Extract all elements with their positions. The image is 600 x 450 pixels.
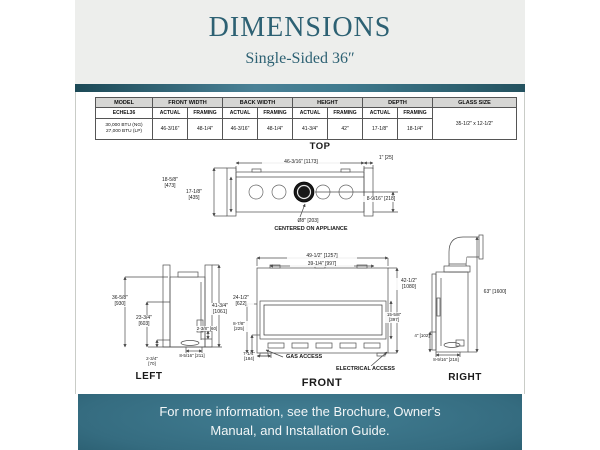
left-offset-small-dim: 2-3/8" [60]: [196, 326, 218, 331]
electrical-access-label: ELECTRICAL ACCESS: [336, 366, 428, 372]
page-title: DIMENSIONS: [208, 12, 392, 43]
col-back-width: BACK WIDTH: [223, 98, 293, 108]
right-view-label: RIGHT: [448, 372, 482, 383]
front-mid-height-dim: 24-1/2" [622]: [228, 295, 254, 307]
top-flue-diameter-dim: Ø8" [203]: [297, 218, 319, 224]
front-view-label: FRONT: [301, 377, 343, 389]
front-actual-value: 46-3/16": [153, 119, 188, 140]
subcol-framing: FRAMING: [188, 108, 223, 119]
subcol-framing: FRAMING: [328, 108, 363, 119]
top-edge-offset-dim: 1" [25]: [378, 155, 394, 161]
col-model: MODEL: [96, 98, 153, 108]
top-view-drawing: [214, 163, 398, 217]
top-width-dim: 46-3/16" [1173]: [262, 159, 340, 165]
subcol-actual: ACTUAL: [223, 108, 258, 119]
right-overall-height-dim: 63" [1600]: [478, 289, 512, 295]
front-framing-value: 48-1/4": [188, 119, 223, 140]
footer-line-2: Manual, and Installation Guide.: [210, 423, 390, 438]
right-view-drawing: [430, 235, 483, 357]
top-flue-note: CENTERED ON APPLIANCE: [264, 226, 358, 232]
top-depth-overall-dim: 18-5/8" [473]: [162, 177, 178, 189]
left-base-depth-dim: 8-5/16" [211]: [179, 353, 205, 358]
gas-access-label: GAS ACCESS: [286, 354, 342, 360]
page-subtitle: Single-Sided 36″: [245, 50, 355, 67]
subcol-actual: ACTUAL: [363, 108, 398, 119]
depth-framing-value: 18-1/4": [398, 119, 433, 140]
subcol-framing: FRAMING: [398, 108, 433, 119]
front-lower-height-dim: 8-7/8" [225]: [228, 321, 250, 332]
col-height: HEIGHT: [293, 98, 363, 108]
footer-banner: [78, 394, 522, 450]
btu-lp: 27,000 BTU (LP): [106, 129, 142, 134]
right-base-depth-dim: 8-9/16" [218]: [433, 357, 459, 362]
left-unit-height-dim: 36-5/8" [930]: [107, 295, 133, 307]
btu-ng: 30,000 BTU (NG): [105, 123, 143, 129]
footer-line-1: For more information, see the Brochure, Owner's: [159, 404, 441, 419]
glass-size-value: 35-1/2" x 12-1/2": [433, 108, 517, 140]
col-depth: DEPTH: [363, 98, 433, 108]
col-glass-size: GLASS SIZE: [433, 98, 517, 108]
front-overall-height-dim: 42-1/2" [1080]: [396, 278, 422, 290]
top-view-label: TOP: [309, 141, 331, 152]
back-actual-value: 46-3/16": [223, 119, 258, 140]
subcol-framing: FRAMING: [258, 108, 293, 119]
subcol-actual: ACTUAL: [293, 108, 328, 119]
front-view-drawing: [247, 258, 397, 366]
footer-text: [78, 402, 522, 440]
left-mid-height-dim: 23-3/4" [603]: [131, 315, 157, 327]
back-framing-value: 48-1/4": [258, 119, 293, 140]
col-front-width: FRONT WIDTH: [153, 98, 223, 108]
front-overall-width-dim: 49-1/2" [1257]: [287, 253, 357, 259]
right-offset-small-dim: 4" [102]: [414, 333, 430, 338]
front-glass-height-dim: 15-5/8" [397]: [383, 312, 405, 323]
subcol-actual: ACTUAL: [153, 108, 188, 119]
front-base-dim: 7-1/4" [184]: [243, 351, 255, 362]
top-depth-inner-dim: 17-1/8" [435]: [186, 189, 202, 201]
front-opening-width-dim: 39-1/4" [997]: [290, 261, 354, 267]
top-flue-offset-dim: 8-9/16" [218]: [362, 196, 400, 202]
left-base-height-dim: 2-3/4" [70]: [146, 356, 158, 367]
height-framing-value: 42": [328, 119, 363, 140]
left-framing-height-dim: 41-3/4" [1061]: [206, 303, 234, 315]
model-name: ECHEL36: [96, 108, 153, 119]
left-view-label: LEFT: [135, 371, 163, 382]
height-actual-value: 41-3/4": [293, 119, 328, 140]
depth-actual-value: 17-1/8": [363, 119, 398, 140]
